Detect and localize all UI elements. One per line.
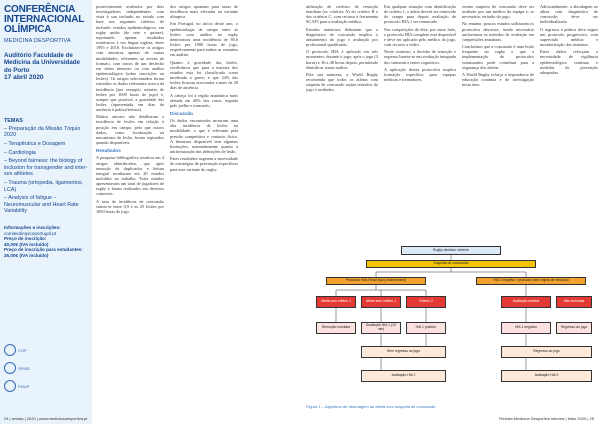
conference-date: 17 abril 2020 xyxy=(4,73,44,81)
flowchart-criterion2-node: Critério 2 xyxy=(406,296,446,308)
flowchart-return-play-node: Regresso ao jogo xyxy=(501,346,592,358)
conference-sidebar xyxy=(0,0,92,424)
flowchart-hia3-node: Avaliação HIA 3 xyxy=(501,370,592,382)
flowchart-removal-node: Remoção imediata xyxy=(316,322,356,334)
conference-subtitle: MEDICINA DESPORTIVA xyxy=(4,38,71,44)
paragraph: A pesquisa bibliográfica resultou em 4 artigos identificados, que após remoção de duplicados e leitura integral resultaram em 20 estudos incluídos no trabalho. Estes estudos apresentavam um total de jogadores de rugby e foram realizados em diversos contextos. xyxy=(96,155,164,197)
fee-value: 40,00€ (IVA incluído) xyxy=(4,241,49,247)
fee-label: Preço de inscrição: xyxy=(4,236,47,242)
paragraph: No entanto, poucos estudos utilizaram os protocolos descritos, sendo necessário uniformizar os métodos de avaliação em competições amadoras. xyxy=(462,21,534,42)
info-heading: Informações e inscrições: xyxy=(4,225,61,231)
student-fee-value: 25,00€ (IVA incluído) xyxy=(4,252,49,258)
article-column-5 xyxy=(462,4,534,240)
sponsor-logo: FMUP xyxy=(4,379,88,393)
logo-emblem-icon xyxy=(4,362,16,374)
paragraph: O protocolo HIA é aplicado em três momentos: durante o jogo, após o jogo (3 horas) e 36 a 48 horas depois, permitindo identificar sinais tardios. xyxy=(306,49,378,70)
topic-item: – Analysis of fatigue – Neuromuscular and Heart Rate Variability xyxy=(4,195,79,215)
paragraph: Quanto à gravidade das lesões, verificámos que para a maioria dos estudos esta foi classificada como moderada a grave, e que 24% das lesões ficaram associadas a mais de 28 dias de ausência. xyxy=(170,59,238,91)
flowchart-hia1-positive-node: HIA 1 positivo xyxy=(406,322,446,334)
paragraph: Estes dados reforçam a necessidade de vigilância epidemiológica contínua e medidas de prevenção adequadas. xyxy=(540,49,598,75)
conference-title: CONFERÊNCIA INTERNACIONAL OLÍMPICA xyxy=(4,4,84,35)
paragraph: evento suspeito de concussão deve ser avaliado por um médico da equipa e, se necessário, retirado do jogo. xyxy=(462,4,534,20)
flowchart-criterion1-node: Atleta com critério 1 xyxy=(316,296,356,308)
logo-emblem-icon xyxy=(4,344,16,356)
paragraph: Estudos anteriores definiram que o diagnóstico de concussão implica o afastamento do jogo e avaliação por profissional qualificado. xyxy=(306,26,378,48)
paragraph: Nas competições de elite, por outro lado, o protocolo HIA completo está disponível e deve ser aplicado pelo médico do jogo, com recurso a vídeo. xyxy=(384,26,456,48)
flowchart-return-node: Regresso ao jogo xyxy=(556,322,592,334)
flowchart-no-criterion1-node: Atleta sem critério 1 xyxy=(361,296,401,308)
paragraph: Estes resultados sugerem a necessidade de estratégias de prevenção específicas para esta variante do rugby. xyxy=(170,156,238,172)
logo-emblem-icon xyxy=(4,380,16,392)
paragraph: dos artigos apontam para taxas de incidência mais elevadas na variante olímpica. xyxy=(170,4,238,20)
flowchart-medical-eval-node: Avaliação médica xyxy=(501,296,551,308)
flowchart-hia1-eval-node: Avaliação HIA 1 (10 min) xyxy=(361,322,401,334)
flowchart-no-symptoms-node: Não sintomas xyxy=(556,296,592,308)
registration-info xyxy=(4,225,88,259)
paragraph: Adicionalmente, a abordagem ao atleta com diagnóstico de concussão deve ser individualizada. xyxy=(540,4,598,25)
topic-item: – Beyond fairness: the biology of inclusion for transgender and inter-sex athletes xyxy=(4,158,88,178)
paragraph: A taxa de incidência de concussão situou-se entre 0,9 e as 25 lesões por 1000 horas de jogo. xyxy=(96,198,164,214)
paragraph: Pela sua natureza, a World Rugby recomenda que todos os atletas com suspeita de concussão sejam retirados do jogo e avaliados. xyxy=(306,71,378,93)
flowchart-no-return-node: Sem regresso ao jogo xyxy=(361,346,446,358)
paragraph: Muitos autores não detalharam a incidência de lesões em relação à posição em campo, pelo que outros dados, como localização ou mecanismo de lesão, foram registados quando disponíveis. xyxy=(96,114,164,146)
paragraph: Concluímos que a concussão é uma lesão frequente no rugby e que a implementação de protocolos estruturados pode contribuir para a segurança dos atletas. xyxy=(462,44,534,70)
article-column-2 xyxy=(170,4,238,410)
flowchart-hia2-node: Avaliação HIA 2 xyxy=(361,370,446,382)
topics-heading: TEMAS xyxy=(4,117,23,124)
flowchart-hia-node: Protocolo HIA (Head Injury Assessment) xyxy=(326,277,426,285)
article-column-4 xyxy=(384,4,456,240)
paragraph: posteriormente avaliados por dois investigadores independentes com vista à sua inclusão no estudo com base nos seguintes critérios de inclusão: estudos epidemiológicos, em rugby união (de sete e quinze), reportando apenas resultados estatísticos e em língua inglesa, entre 1995 e 2018. Excluíram-se os artigos com amostras apenas de outras modalidades, referentes ao sevens do formato, com rastos de um desfecho em séries menores ou com análise epidemiológica (sobre inscrições ou lesões). Os artigos selecionados foram extraídos os dados relevantes acerca da incidência (por exemplo, número de lesões por 1000 horas de jogo) e, sempre que possível, a gravidade das lesões (apresentada em dias de ausência à prática/treinos). xyxy=(96,4,164,113)
paragraph: A aplicação destes protocolos implica formação específica para equipas médicas e treinadores. xyxy=(384,66,456,83)
info-email[interactable]: comiteolimpicoportugal.pt xyxy=(4,230,57,236)
flowchart-hia-negative-node: HIA 1 negativo / protocolo sem regras de remoção xyxy=(476,277,586,285)
concussion-flowchart xyxy=(306,244,596,402)
paragraph: utilização de critérios de remoção imediata (os critérios A) do critério B e dos critérios C, com recurso à ferramenta SCAT5 para a avaliação médica. xyxy=(306,4,378,25)
footer-left: 24 | revista | 2020 | www.medicinadesportiva.pt xyxy=(4,416,88,421)
student-fee-label: Preço de inscrição para estudantes: xyxy=(4,247,83,253)
flowchart-top-node: Rugby decision scheme xyxy=(401,246,501,255)
topic-item: – Preparação da Missão Tóquio 2020 xyxy=(4,125,81,139)
article-column-1 xyxy=(96,4,164,410)
footer-right: Revista Medicina Desportiva informa | Maio 2020 | 25 xyxy=(499,416,594,421)
conference-venue: Auditório Faculdade de Medicina da Universidade do Porto xyxy=(4,52,80,74)
paragraph: Em Portugal, no início deste ano, o epidemiologia de campo entre as lesões com análise no rugby demonstrou uma incidência de 80,6 lesões por 1000 horas de jogo, respetivamente para ambas as variantes em análise. xyxy=(170,21,238,58)
topic-item: – Trauma (ortopedia, ligamentos, LCA) xyxy=(4,180,84,193)
sponsor-logo: SPMD xyxy=(4,361,88,375)
sponsor-logos xyxy=(4,343,88,393)
paragraph: A cabeça foi a região anatómica mais afetada em 40% dos casos, seguida pelo joelho e tornozelo. xyxy=(170,92,238,108)
sponsor-logo: COP xyxy=(4,343,88,357)
paragraph: Os dados encontrados mostram uma alta incidência de lesões na modalidade, o que é relevante pela pressão competitiva e contacto físico. A literatura disponível tem algumas limitações, nomeadamente quanto à uniformização das definições de lesão. xyxy=(170,118,238,155)
section-heading: Resultados xyxy=(96,148,121,154)
section-heading: Discussão xyxy=(170,110,193,116)
figure-caption: Figura 1 – Algoritmo de abordagem ao atleta com suspeita de concussão xyxy=(306,404,436,409)
topics-block xyxy=(4,118,88,215)
flowchart-hia1-negative-node: HIA 1 negativo xyxy=(501,322,551,334)
article-column-6 xyxy=(540,4,598,240)
topic-item: – Terapêutica e Dosagem xyxy=(4,141,66,148)
paragraph: Em qualquer situação com identificação de critério 1, o atleta deverá ser removido do campo para depois avaliação de protocolo HIA 1 ser remarcado. xyxy=(384,4,456,25)
paragraph: O regresso à prática deve seguir um protocolo progressivo, com supervisão médica e monitorização dos sintomas. xyxy=(540,26,598,48)
paragraph: Neste contexto, a decisão de remoção e regresso baseia-se em avaliação integrada dos sintomas e testes cognitivos. xyxy=(384,49,456,65)
topic-item: – Cardiologia xyxy=(4,149,36,156)
paragraph: A World Rugby reforça a importância de educação contínua e de investigação nesta área. xyxy=(462,71,534,88)
article-column-3 xyxy=(306,4,378,240)
flowchart-suspicion-node: Suspeita de concussão xyxy=(366,260,536,268)
